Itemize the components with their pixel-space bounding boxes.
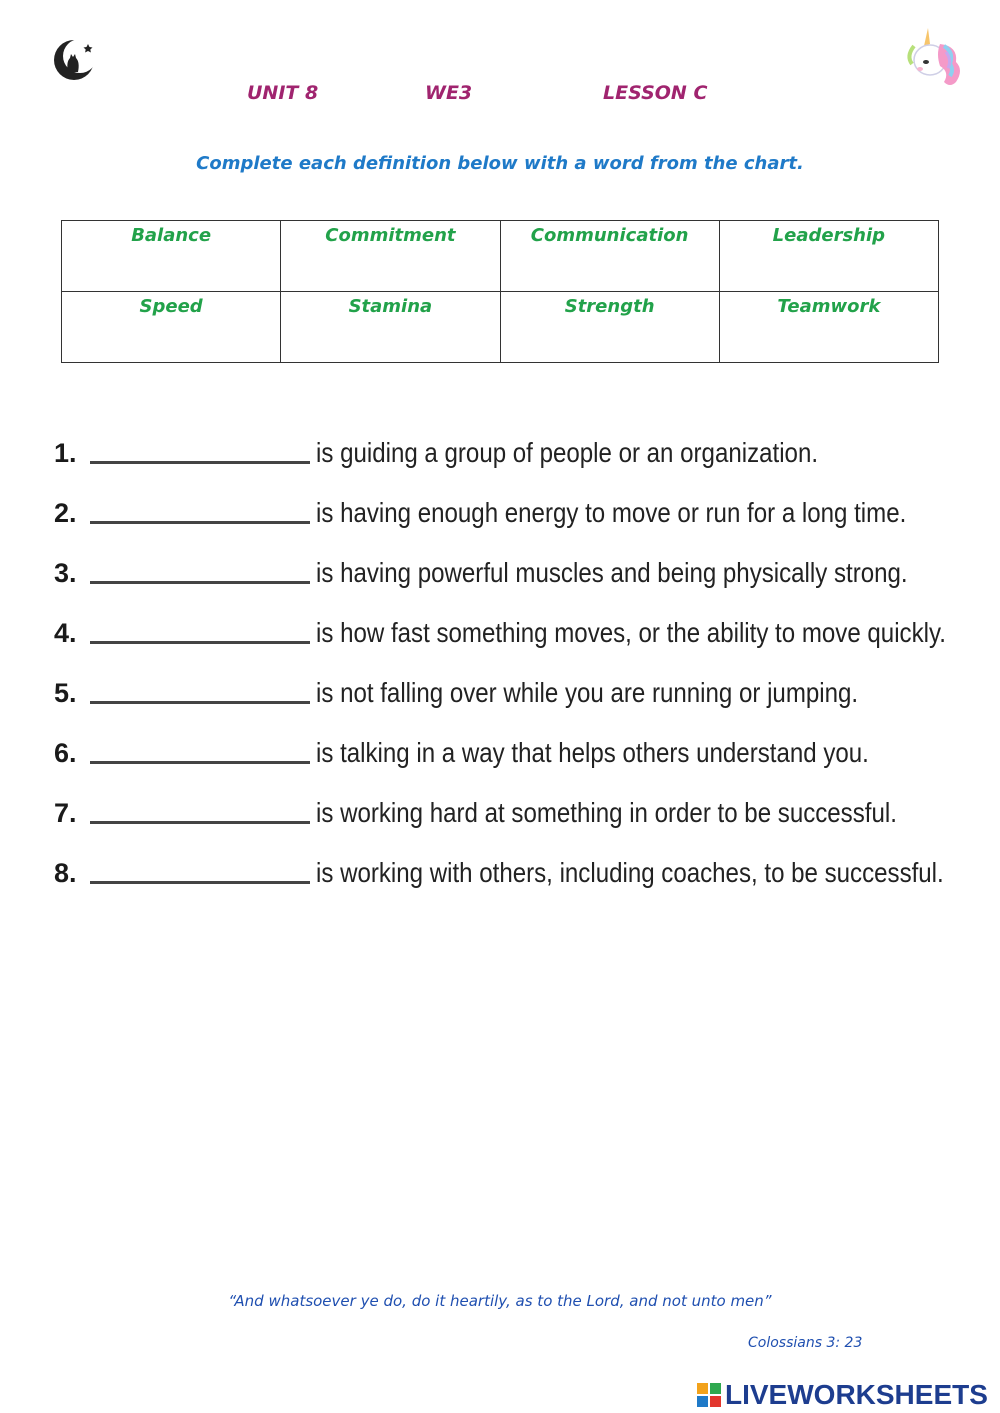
instruction-text: Complete each definition below with a word from the chart. [196, 153, 804, 174]
word-cell: Commitment [281, 221, 500, 292]
definition-item [54, 850, 984, 910]
definition-item [54, 610, 984, 670]
definition-number: 1. [54, 438, 77, 468]
unicorn-icon [900, 26, 966, 90]
word-cell: Communication [500, 221, 719, 292]
logo-square [697, 1396, 708, 1407]
unit-label: UNIT 8 [247, 82, 319, 104]
word-cell: Speed [62, 292, 281, 363]
definition-text: is having enough energy to move or run for a long time. [316, 497, 907, 528]
definition-text: is not falling over while you are running or jumping. [316, 677, 859, 708]
definition-item [54, 490, 984, 550]
bible-quote: “And whatsoever ye do, do it heartily, as to the Lord, and not unto men” [228, 1292, 772, 1310]
definition-text: is talking in a way that helps others understand you. [316, 737, 869, 768]
definition-list [54, 430, 984, 910]
answer-blank[interactable] [90, 461, 310, 464]
definition-item [54, 790, 984, 850]
definition-item [54, 670, 984, 730]
definition-number: 8. [54, 858, 77, 888]
word-cell: Stamina [281, 292, 500, 363]
liveworksheets-brand-text: LIVEWORKSHEETS [725, 1379, 988, 1410]
answer-blank[interactable] [90, 521, 310, 524]
word-cell: Strength [500, 292, 719, 363]
liveworksheets-squares-icon [697, 1383, 721, 1407]
answer-blank[interactable] [90, 641, 310, 644]
word-chart-row [62, 292, 939, 363]
we-label: WE3 [425, 82, 473, 104]
cat-moon-logo-icon [52, 34, 100, 82]
definition-item [54, 430, 984, 490]
definition-item [54, 730, 984, 790]
word-cell: Balance [62, 221, 281, 292]
quote-citation: Colossians 3: 23 [748, 1335, 863, 1351]
word-chart [61, 220, 939, 363]
liveworksheets-logo[interactable] [697, 1377, 988, 1413]
definition-text: is working with others, including coaches, to be successful. [316, 857, 944, 888]
answer-blank[interactable] [90, 761, 310, 764]
logo-square [697, 1383, 708, 1394]
logo-square [710, 1396, 721, 1407]
word-chart-row [62, 221, 939, 292]
definition-text: is having powerful muscles and being physically strong. [316, 557, 908, 588]
lesson-label: LESSON C [603, 82, 708, 104]
logo-square [710, 1383, 721, 1394]
definition-number: 7. [54, 798, 77, 828]
answer-blank[interactable] [90, 701, 310, 704]
word-cell: Teamwork [719, 292, 938, 363]
definition-text: is working hard at something in order to be successful. [316, 797, 897, 828]
definition-text: is guiding a group of people or an organization. [316, 437, 819, 468]
definition-number: 5. [54, 678, 77, 708]
definition-text: is how fast something moves, or the ability to move quickly. [316, 617, 946, 648]
definition-item [54, 550, 984, 610]
answer-blank[interactable] [90, 581, 310, 584]
answer-blank[interactable] [90, 821, 310, 824]
definition-number: 3. [54, 558, 77, 588]
definition-number: 6. [54, 738, 77, 768]
definition-number: 4. [54, 618, 77, 648]
answer-blank[interactable] [90, 881, 310, 884]
word-cell: Leadership [719, 221, 938, 292]
definition-number: 2. [54, 498, 77, 528]
